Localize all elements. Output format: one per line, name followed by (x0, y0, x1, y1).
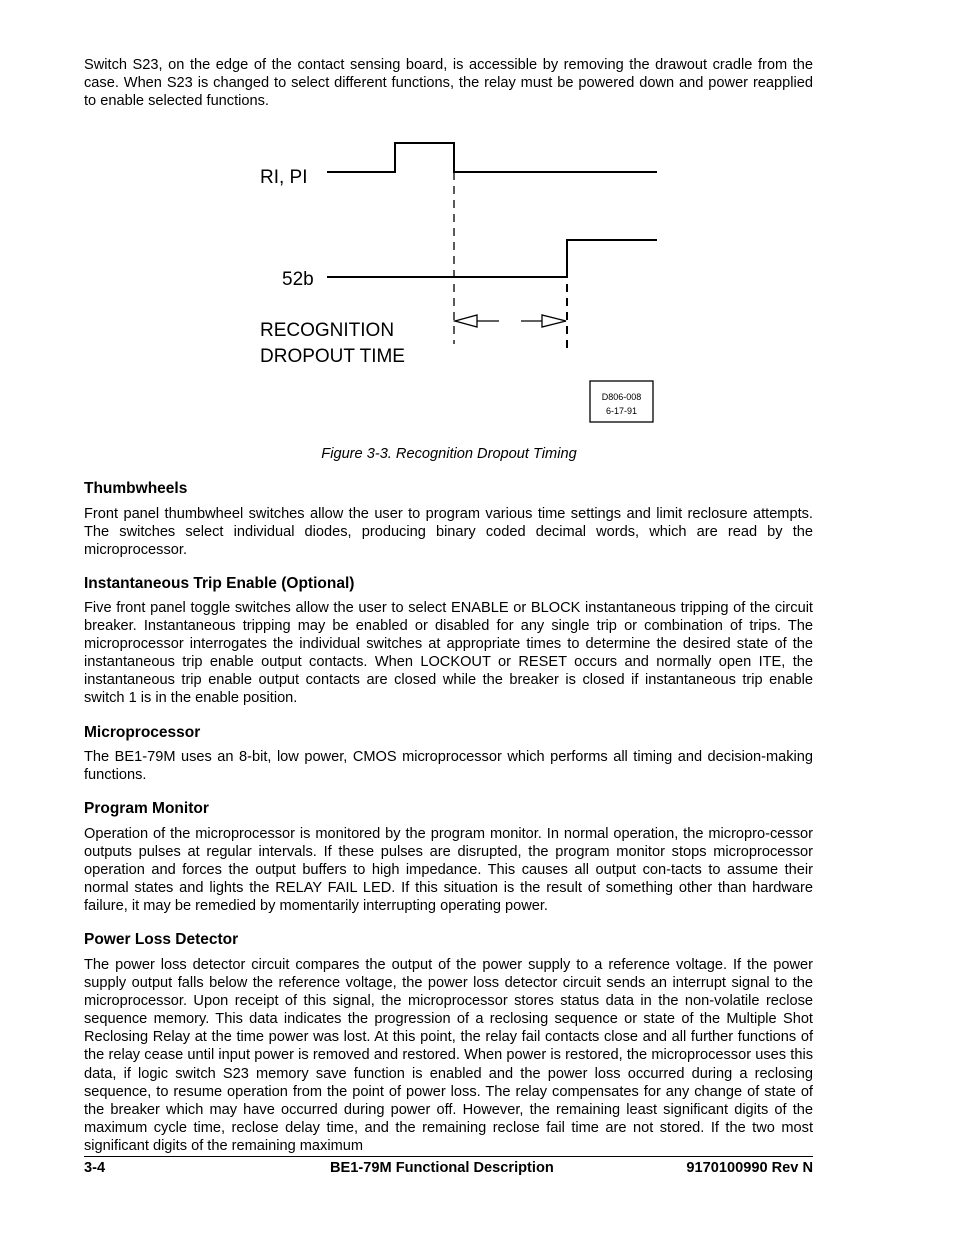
intro-paragraph: Switch S23, on the edge of the contact sensing board, is accessible by removing the drawout cradle from the case. When S23 is changed to select different functions, the relay must be powered down and power reapplied to enable selected functions. (84, 57, 813, 110)
recognition-label: RECOGNITION (260, 320, 395, 341)
52b-waveform (327, 240, 657, 277)
paragraph-thumbwheels: Front panel thumbwheel switches allow the user to program various time settings and limit reclosure attempts. The switches select individual diodes, producing binary coded decimal words, which are read by the microprocessor. (84, 506, 813, 559)
heading-instantaneous-trip-enable: Instantaneous Trip Enable (Optional) (84, 575, 355, 592)
paragraph-program-monitor: Operation of the microprocessor is monitored by the program monitor. In normal operation, the micropro-cessor outputs pulses at regular intervals. If these pulses are disrupted, the program monitor stops microprocessor operation and forces the output buffers to high impedance. This causes all output con-tacts to assume their normal states and lights the RELAY FAIL LED. If this situation is the result of something other than hardware failure, it may be remedied by momentarily interrupting operating power. (84, 826, 813, 915)
footer-divider (84, 1156, 813, 1157)
footer-title: BE1-79M Functional Description (330, 1160, 554, 1176)
drawing-date: 6-17-91 (605, 406, 638, 416)
52b-label: 52b (282, 269, 314, 290)
paragraph-power-loss-detector: The power loss detector circuit compares the output of the power supply to a reference voltage. If the power supply output falls below the reference voltage, the power loss detector circuit sends an interrupt signal to the microprocessor. Upon receipt of this signal, the microprocessor stores status data in the non-volatile reclose sequence memory. This data indicates the progression of a reclosing sequence or state of the Multiple Shot Reclosing Relay at the time power was lost. At this point, the relay fail contacts close and all further functions of the relay cease until input power is removed and restored. When power is restored, the microprocessor uses this data, if logic switch S23 memory save function is enabled and the power loss occurred during a reclosing sequence, to resume operation from the point of power loss. The relay compensates for any change of state of the breaker which may have occurred during power off. However, the remaining least significant digits of the maximum cycle time, reclose delay time, and the remaining reclose fail time are not stored. If the two most significant digits of the remaining maximum (84, 957, 813, 1154)
footer-page-number: 3-4 (84, 1160, 106, 1176)
heading-power-loss-detector: Power Loss Detector (84, 931, 239, 948)
ri-pi-label: RI, PI (260, 167, 308, 188)
recognition-dropout-timing-diagram (0, 0, 954, 440)
heading-thumbwheels: Thumbwheels (84, 480, 188, 497)
left-arrow-head (455, 315, 477, 327)
figure-caption: Figure 3-3. Recognition Dropout Timing (321, 446, 577, 462)
footer-document-number: 9170100990 Rev N (686, 1160, 813, 1176)
ri-pi-waveform (327, 143, 657, 172)
heading-microprocessor: Microprocessor (84, 724, 201, 741)
heading-program-monitor: Program Monitor (84, 800, 209, 817)
dropout-time-label: DROPOUT TIME (260, 346, 405, 367)
paragraph-instantaneous-trip-enable: Five front panel toggle switches allow the user to select ENABLE or BLOCK instantaneous tripping of the circuit breaker. Instantaneous tripping may be enabled or disabled for any single trip or combination of trips. The microprocessor interrogates the individual switches at appropriate times to determine the desired state of the instantaneous trip enable output contacts. When LOCKOUT or RESET occurs and normally open ITE, the instantaneous trip enable output contacts are closed while the breaker is closed if instantaneous trip enable switch 1 is in the enable position. (84, 600, 813, 707)
drawing-number: D806-008 (601, 392, 642, 402)
right-arrow-head (542, 315, 566, 327)
paragraph-microprocessor: The BE1-79M uses an 8-bit, low power, CMOS microprocessor which performs all timing and decision-making functions. (84, 749, 813, 784)
